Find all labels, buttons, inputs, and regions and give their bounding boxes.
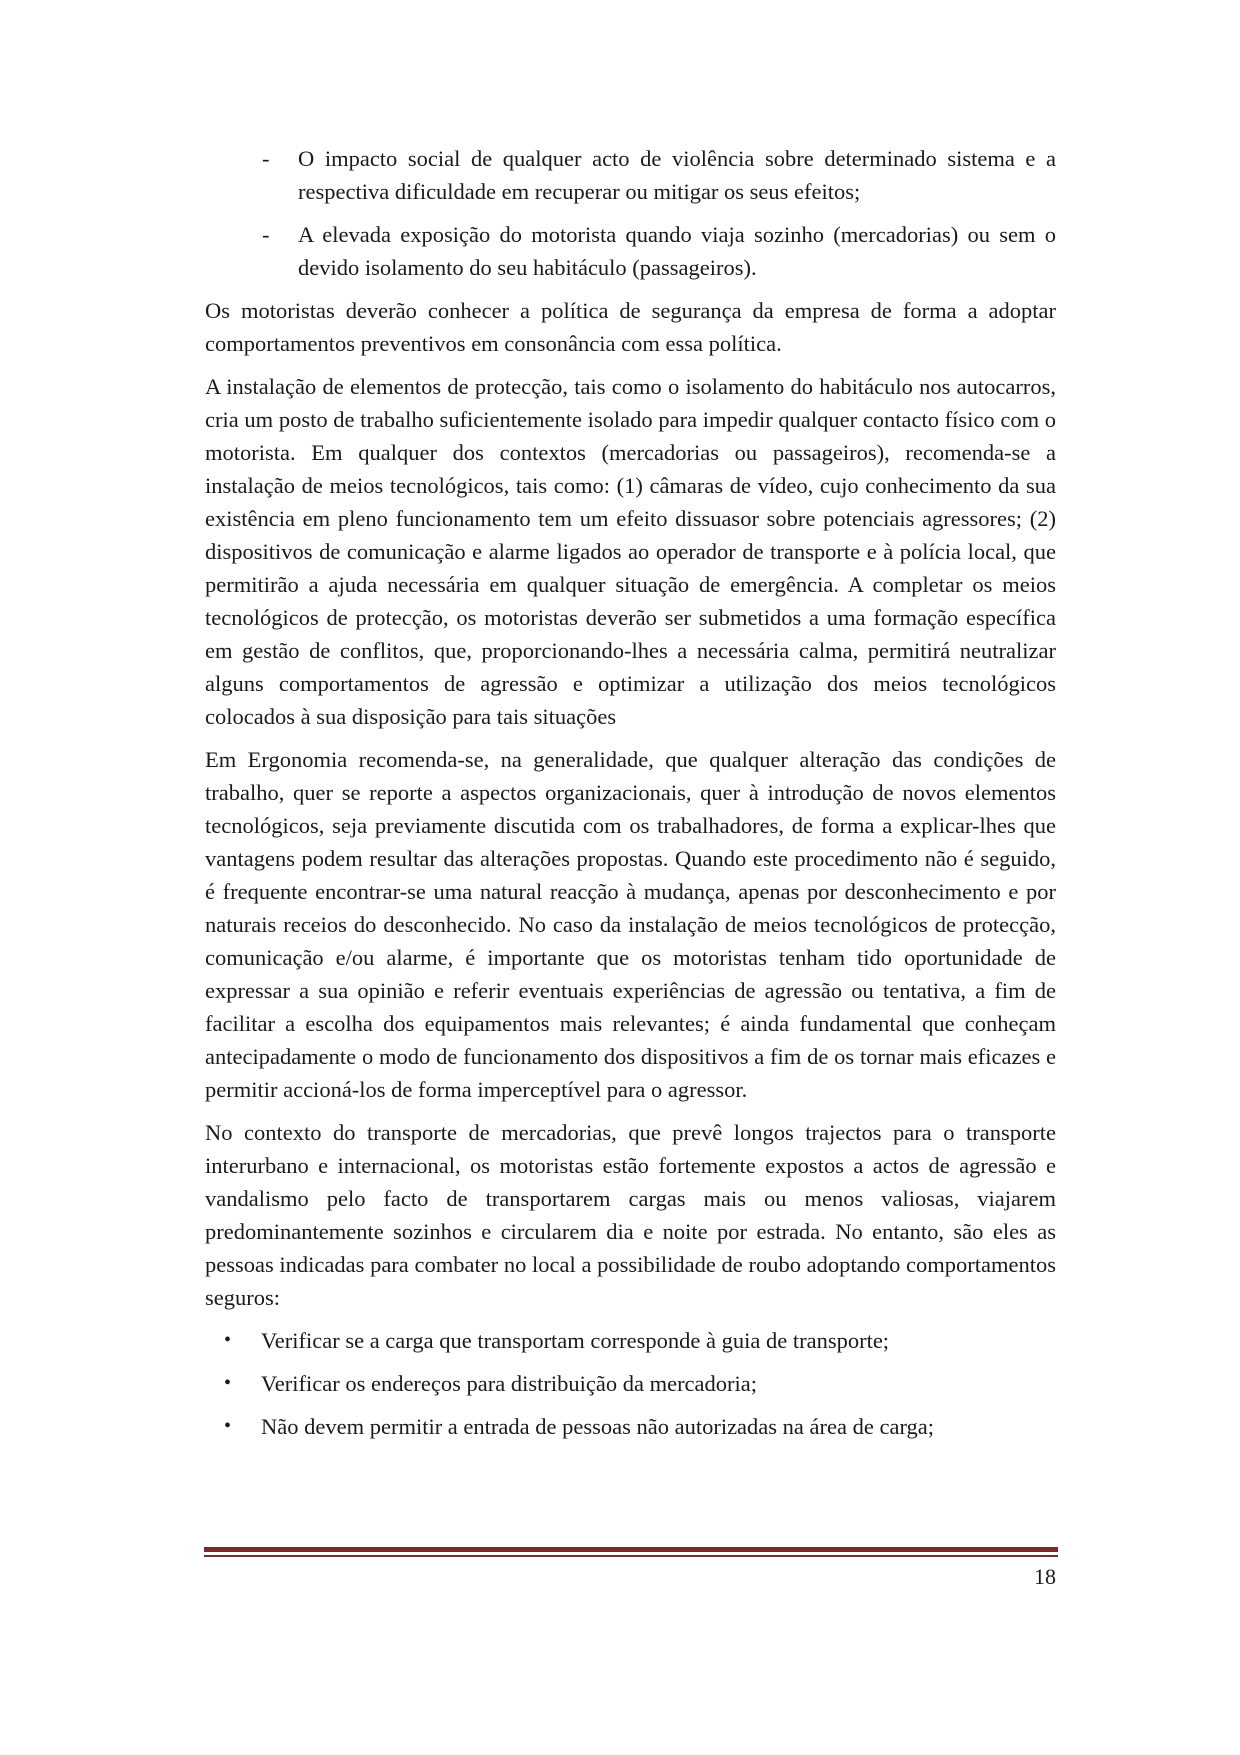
bullet-item-text: Verificar os endereços para distribuição da mercadoria; — [261, 1371, 758, 1396]
bullet-item-text: Não devem permitir a entrada de pessoas não autorizadas na área de carga; — [261, 1414, 935, 1439]
footer-rule-thick — [204, 1547, 1058, 1552]
bullet-marker: • — [224, 1415, 232, 1437]
paragraph-goods-transport: No contexto do transporte de mercadorias, que prevê longos trajectos para o transporte interurbano e internacional, os motoristas estão fortemente expostos a actos de agressão e vandalismo pelo facto de transportarem cargas mais ou menos valiosas, viajarem predominantemente sozinhos e circularem dia e noite por estrada. No entanto, são eles as pessoas indicadas para combater no local a possibilidade de roubo adoptando comportamentos seguros: — [205, 1120, 1056, 1310]
bullet-list-item — [205, 1410, 1056, 1443]
bullet-list-item — [205, 1367, 1056, 1400]
paragraph-protection-elements: A instalação de elementos de protecção, tais como o isolamento do habitáculo nos autocarros, cria um posto de trabalho suficientemente isolado para impedir qualquer contacto físico com o motorista. Em qualquer dos contextos (mercadorias ou passageiros), recomenda-se a instalação de meios tecnológicos, tais como: (1) câmaras de vídeo, cujo conhecimento da sua existência em pleno funcionamento tem um efeito dissuasor sobre potenciais agressores; (2) dispositivos de comunicação e alarme ligados ao operador de transporte e à polícia local, que permitirão a ajuda necessária em qualquer situação de emergência. A completar os meios tecnológicos de protecção, os motoristas deverão ser submetidos a uma formação específica em gestão de conflitos, que, proporcionando-lhes a necessária calma, permitirá neutralizar alguns comportamentos de agressão e optimizar a utilização dos meios tecnológicos colocados à sua disposição para tais situações — [205, 374, 1056, 729]
dash-item-text: O impacto social de qualquer acto de violência sobre determinado sistema e a respectiva dificuldade em recuperar ou mitigar os seus efeitos; — [298, 146, 1056, 204]
dash-marker: - — [262, 222, 270, 247]
dash-item-text: A elevada exposição do motorista quando viaja sozinho (mercadorias) ou sem o devido isolamento do seu habitáculo (passageiros). — [298, 222, 1056, 280]
paragraph-ergonomics: Em Ergonomia recomenda-se, na generalidade, que qualquer alteração das condições de trabalho, quer se reporte a aspectos organizacionais, quer à introdução de novos elementos tecnológicos, seja previamente discutida com os trabalhadores, de forma a explicar-lhes que vantagens podem resultar das alterações propostas. Quando este procedimento não é seguido, é frequente encontrar-se uma natural reacção à mudança, apenas por desconhecimento e por naturais receios do desconhecido. No caso da instalação de meios tecnológicos de protecção, comunicação e/ou alarme, é importante que os motoristas tenham tido oportunidade de expressar a sua opinião e referir eventuais experiências de agressão ou tentativa, a fim de facilitar a escolha dos equipamentos mais relevantes; é ainda fundamental que conheçam antecipadamente o modo de funcionamento dos dispositivos a fim de os tornar mais eficazes e permitir accioná-los de forma imperceptível para o agressor. — [205, 747, 1056, 1102]
page-number: 18 — [1034, 1564, 1056, 1589]
bullet-list-item — [205, 1324, 1056, 1357]
dash-marker: - — [262, 146, 270, 171]
dash-list-item — [205, 218, 1056, 284]
bullet-marker: • — [224, 1329, 232, 1351]
footer-divider — [204, 1547, 1058, 1557]
document-body — [205, 142, 1056, 1453]
footer-rule-thin — [204, 1555, 1058, 1557]
dash-list-item — [205, 142, 1056, 208]
bullet-marker: • — [224, 1372, 232, 1394]
dash-list — [205, 142, 1056, 284]
bullet-list — [205, 1324, 1056, 1443]
bullet-item-text: Verificar se a carga que transportam corresponde à guia de transporte; — [261, 1328, 890, 1353]
paragraph-security-policy: Os motoristas deverão conhecer a política de segurança da empresa de forma a adoptar comportamentos preventivos em consonância com essa política. — [205, 298, 1056, 356]
